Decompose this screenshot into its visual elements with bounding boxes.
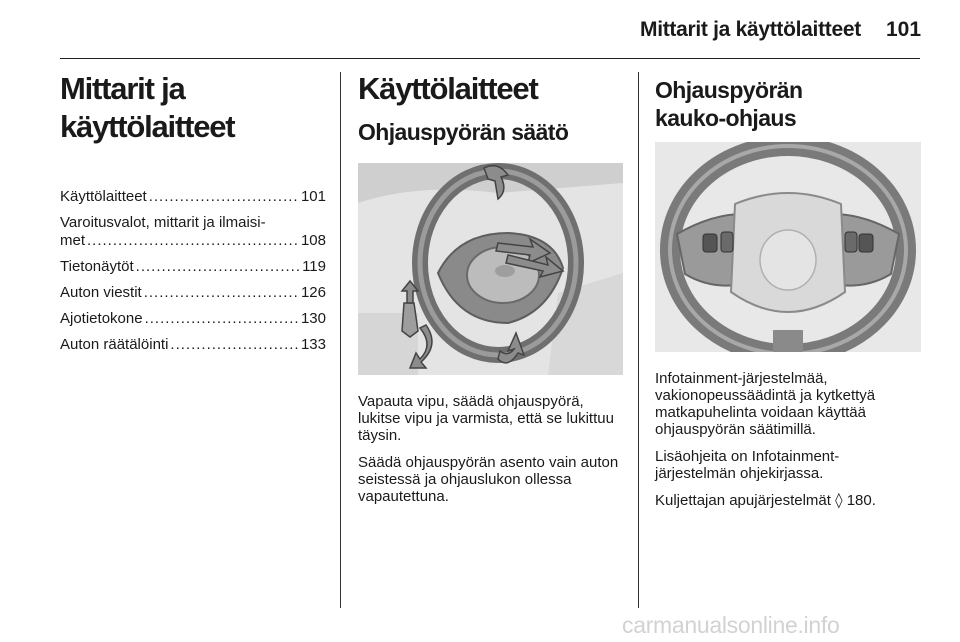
toc-leader (170, 336, 299, 354)
toc-leader (145, 310, 299, 328)
column-steering-adjustment (358, 70, 623, 515)
steering-wheel-adjust-drawing (358, 163, 623, 375)
column-contents (60, 70, 326, 362)
toc-entry[interactable] (60, 284, 326, 302)
toc-entry-page: 108 (300, 232, 326, 249)
header-page-number: 101 (886, 18, 922, 41)
table-of-contents (60, 188, 326, 354)
warning-paragraph: Säädä ohjauspyörän asento vain auton seistessä ja ohjauslukon ollessa vapautettuna. (358, 454, 619, 505)
subsection-heading: Ohjauspyörän säätö (358, 119, 569, 145)
column-remote-control (655, 70, 921, 519)
column-divider (638, 72, 639, 608)
toc-entry-page: 133 (300, 336, 326, 353)
heading-line: Ohjauspyörän (655, 77, 803, 103)
watermark: carmanualsonline.info (622, 612, 840, 638)
toc-entry-page: 119 (302, 258, 326, 275)
toc-entry-title-cont: met (60, 232, 86, 249)
instruction-paragraph: Vapauta vipu, säädä ohjauspyörä, lukitse vipu ja varmista, että se lukittuu täysin. (358, 393, 614, 444)
header-rule (60, 58, 920, 59)
steering-controls-illustration (655, 142, 921, 352)
toc-entry-title: Auton räätälöinti (60, 336, 169, 353)
toc-entry-title: Tietonäytöt (60, 258, 134, 275)
toc-entry[interactable] (60, 258, 326, 276)
toc-entry-title: Auton viestit (60, 284, 142, 301)
toc-entry-page: 130 (300, 310, 326, 327)
heading-line: kauko-ohjaus (655, 105, 797, 131)
toc-leader (144, 284, 299, 302)
toc-leader (149, 188, 299, 206)
steering-adjustment-illustration (358, 163, 623, 375)
toc-leader (136, 258, 300, 276)
toc-entry[interactable] (60, 188, 326, 206)
cross-reference-text: Kuljettajan apujärjestelmät (655, 492, 831, 509)
text-line: Lisäohjeita on Infotainment- (655, 448, 840, 465)
subsection-heading (655, 76, 921, 132)
toc-leader (87, 232, 299, 250)
text-line: järjestelmän ohjekirjassa. (655, 465, 824, 482)
toc-entry-title: Ajotietokone (60, 310, 143, 327)
cross-reference-page: 180. (846, 492, 876, 509)
toc-entry-page: 126 (300, 284, 326, 301)
column-divider (340, 72, 341, 608)
toc-entry[interactable] (60, 336, 326, 354)
toc-entry-page: 101 (300, 188, 326, 205)
description-paragraph: Infotainment-järjestelmää, vakionopeussäädintä ja kytkettyä matkapuhelinta voidaan käyttää ohjauspyörän säätimillä. (655, 370, 876, 438)
reference-triangle-icon: ◊ (835, 491, 843, 509)
chapter-heading: Mittarit ja käyttölaitteet (60, 71, 235, 144)
toc-entry-title: Käyttölaitteet (60, 188, 147, 205)
section-heading: Käyttölaitteet (358, 71, 538, 106)
cross-reference[interactable] (655, 492, 921, 509)
steering-wheel-controls-drawing (655, 142, 921, 352)
toc-entry[interactable] (60, 214, 326, 250)
header-title: Mittarit ja käyttölaitteet (640, 18, 861, 41)
reference-paragraph (655, 448, 921, 482)
toc-entry[interactable] (60, 310, 326, 328)
toc-entry-title: Varoitusvalot, mittarit ja ilmaisi- (60, 214, 266, 231)
